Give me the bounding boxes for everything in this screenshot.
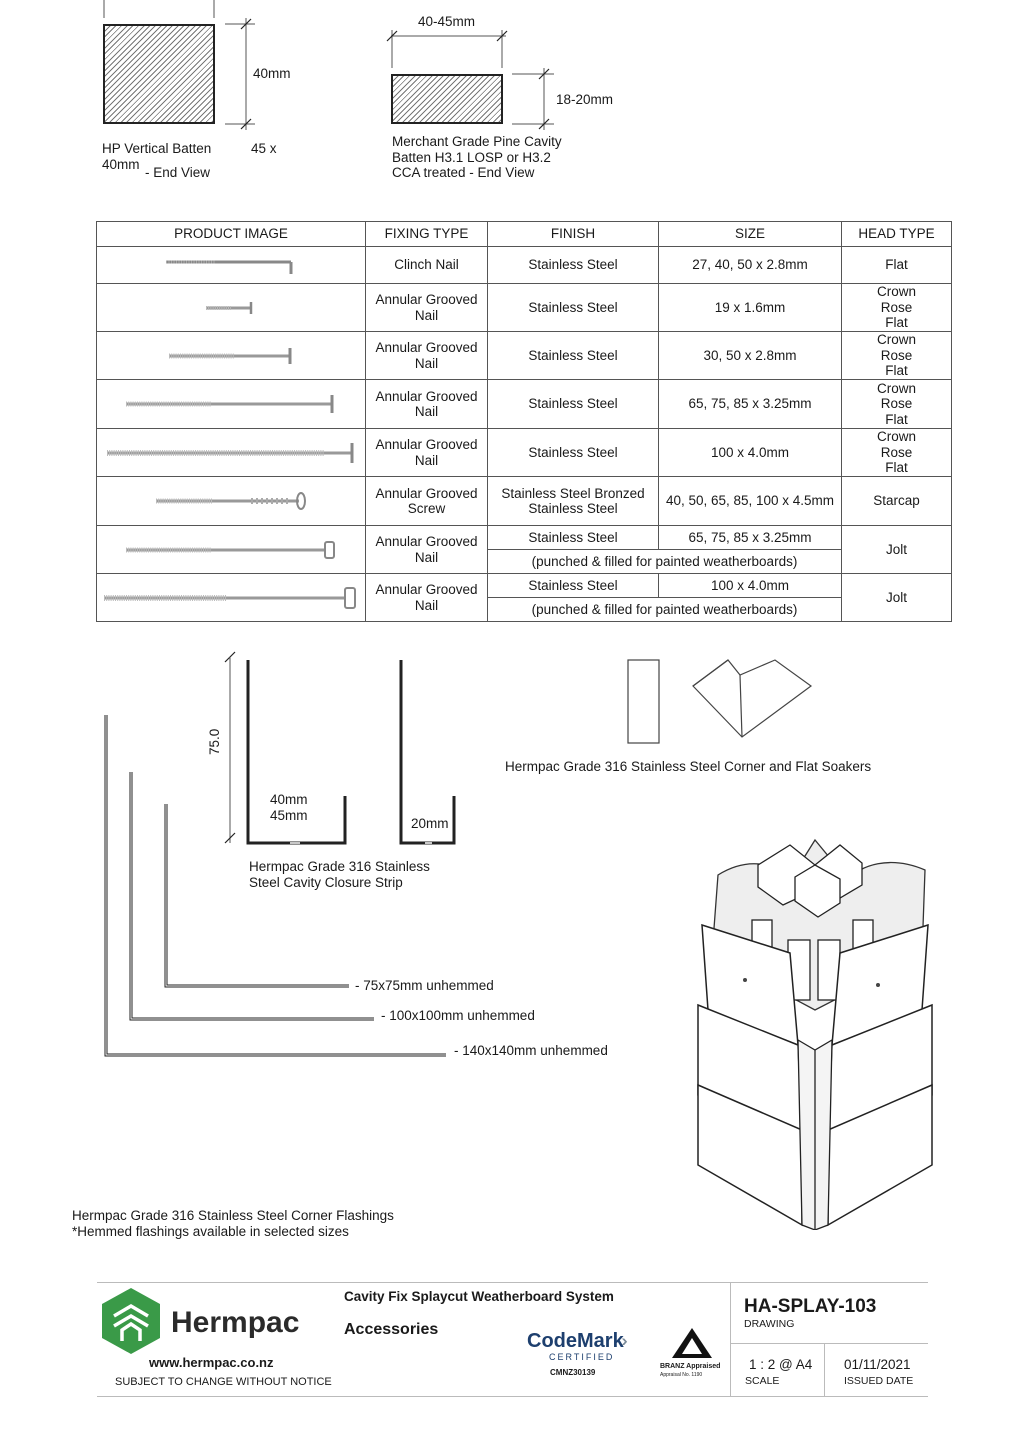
finish-cell: Stainless Steel	[488, 429, 659, 477]
codemark-logo: CodeMark	[527, 1330, 624, 1352]
drawing-number: HA-SPLAY-103	[744, 1296, 877, 1317]
table-row	[97, 477, 952, 526]
branz-label: BRANZ Appraised	[660, 1363, 721, 1370]
title-block-divider	[824, 1343, 825, 1397]
fixing-type-cell: Annular Grooved Nail	[366, 526, 488, 574]
codemark-certified: CERTIFIED	[549, 1352, 615, 1362]
closure-height-label: 75.0	[207, 728, 222, 755]
head-type-cell: Starcap	[842, 477, 952, 526]
pine-batten-caption-1: Merchant Grade Pine Cavity	[392, 134, 562, 149]
closure-width-label-2: 45mm	[270, 808, 308, 823]
hp-batten-caption-4: - End View	[145, 165, 211, 180]
branz-logo-icon	[670, 1326, 714, 1360]
closure-caption-1: Hermpac Grade 316 Stainless	[249, 859, 430, 874]
hp-batten-height-label: 40mm	[253, 66, 291, 81]
table-row	[97, 380, 952, 429]
fixing-type-cell: Annular Grooved Nail	[366, 332, 488, 380]
extra-long-annular-nail-icon	[97, 429, 366, 477]
size-cell: 100 x 4.0mm	[659, 429, 842, 477]
fixing-type-cell: Clinch Nail	[366, 247, 488, 284]
size-cell: 40, 50, 65, 85, 100 x 4.5mm	[659, 477, 842, 526]
scale-value: 1 : 2 @ A4	[749, 1357, 813, 1372]
finish-cell: Stainless Steel	[488, 380, 659, 429]
pine-batten-width-label: 40-45mm	[418, 14, 476, 29]
note-cell: (punched & filled for painted weatherboards)	[488, 550, 842, 574]
head-type-cell: Crown Rose Flat	[842, 429, 952, 477]
header-product-image: PRODUCT IMAGE	[97, 222, 366, 247]
finish-cell: Stainless Steel	[488, 526, 659, 550]
annular-screw-icon	[97, 477, 366, 526]
flashing-size-140: - 140x140mm unhemmed	[454, 1043, 608, 1058]
isometric-corner-assembly	[690, 835, 940, 1230]
table-row	[97, 526, 952, 550]
long-annular-nail-icon	[97, 380, 366, 429]
header-head-type: HEAD TYPE	[842, 222, 952, 247]
pine-batten-section	[391, 74, 503, 124]
header-fixing-type: FIXING TYPE	[366, 222, 488, 247]
head-type-cell: Crown Rose Flat	[842, 332, 952, 380]
pine-batten-caption-2: Batten H3.1 LOSP or H3.2	[392, 150, 551, 165]
soakers-drawing	[625, 655, 820, 750]
head-type-cell: Jolt	[842, 574, 952, 622]
closure-caption-2: Steel Cavity Closure Strip	[249, 875, 403, 890]
size-cell: 100 x 4.0mm	[659, 574, 842, 598]
table-row	[97, 429, 952, 477]
jolt-nail-icon	[97, 526, 366, 574]
table-row	[97, 574, 952, 598]
finish-cell: Stainless Steel Bronzed Stainless Steel	[488, 477, 659, 526]
note-cell: (punched & filled for painted weatherboards)	[488, 598, 842, 622]
head-type-cell: Flat	[842, 247, 952, 284]
flashings-caption-1: Hermpac Grade 316 Stainless Steel Corner Flashings	[72, 1208, 394, 1223]
table-row	[97, 332, 952, 380]
fixing-type-cell: Annular Grooved Screw	[366, 477, 488, 526]
table-row	[97, 247, 952, 284]
size-cell: 65, 75, 85 x 3.25mm	[659, 380, 842, 429]
fixings-table	[96, 221, 952, 622]
drawing-label: DRAWING	[744, 1318, 795, 1330]
finish-cell: Stainless Steel	[488, 574, 659, 598]
finish-cell: Stainless Steel	[488, 247, 659, 284]
hermpac-logo-icon	[100, 1286, 162, 1356]
title-block-top-rule	[97, 1282, 928, 1283]
size-cell: 30, 50 x 2.8mm	[659, 332, 842, 380]
flashing-size-75: - 75x75mm unhemmed	[355, 978, 494, 993]
pine-batten-caption-3: CCA treated - End View	[392, 165, 535, 180]
disclaimer: SUBJECT TO CHANGE WITHOUT NOTICE	[115, 1376, 332, 1388]
branz-number: Appraisal No. 1190	[660, 1372, 703, 1378]
clinch-nail-icon	[97, 247, 366, 284]
system-title: Cavity Fix Splaycut Weatherboard System	[344, 1289, 614, 1304]
small-annular-nail-icon	[97, 284, 366, 332]
flashings-caption-2: *Hemmed flashings available in selected sizes	[72, 1224, 349, 1239]
size-cell: 27, 40, 50 x 2.8mm	[659, 247, 842, 284]
table-header-row	[97, 222, 952, 247]
issued-date: 01/11/2021	[844, 1357, 911, 1372]
table-row	[97, 284, 952, 332]
size-cell: 19 x 1.6mm	[659, 284, 842, 332]
title-block-bottom-rule	[97, 1396, 928, 1397]
hp-batten-dimension	[100, 0, 260, 135]
title-block-divider	[730, 1282, 731, 1397]
head-type-cell: Jolt	[842, 526, 952, 574]
head-type-cell: Crown Rose Flat	[842, 380, 952, 429]
closure-width-label-1: 40mm	[270, 792, 308, 807]
hp-batten-caption-2: 45 x	[251, 141, 277, 156]
codemark-number: CMNZ30139	[550, 1368, 596, 1377]
brand-name: Hermpac	[171, 1306, 300, 1339]
size-cell: 65, 75, 85 x 3.25mm	[659, 526, 842, 550]
header-size: SIZE	[659, 222, 842, 247]
soakers-caption: Hermpac Grade 316 Stainless Steel Corner and Flat Soakers	[505, 759, 872, 774]
pine-batten-height-label: 18-20mm	[556, 92, 614, 107]
hp-batten-caption-3: 40mm	[102, 157, 140, 172]
fixing-type-cell: Annular Grooved Nail	[366, 429, 488, 477]
scale-label: SCALE	[745, 1375, 780, 1387]
title-block-divider	[730, 1343, 928, 1344]
finish-cell: Stainless Steel	[488, 332, 659, 380]
hp-batten-caption-1: HP Vertical Batten	[102, 141, 212, 156]
closure-width-label-3: 20mm	[411, 816, 449, 831]
long-jolt-nail-icon	[97, 574, 366, 622]
fixing-type-cell: Annular Grooved Nail	[366, 574, 488, 622]
finish-cell: Stainless Steel	[488, 284, 659, 332]
fixing-type-cell: Annular Grooved Nail	[366, 284, 488, 332]
head-type-cell: Crown Rose Flat	[842, 284, 952, 332]
fixing-type-cell: Annular Grooved Nail	[366, 380, 488, 429]
medium-annular-nail-icon	[97, 332, 366, 380]
website-link[interactable]: www.hermpac.co.nz	[149, 1355, 274, 1370]
header-finish: FINISH	[488, 222, 659, 247]
issued-date-label: ISSUED DATE	[844, 1375, 914, 1387]
sheet-title: Accessories	[344, 1321, 439, 1338]
flashing-size-100: - 100x100mm unhemmed	[381, 1008, 535, 1023]
